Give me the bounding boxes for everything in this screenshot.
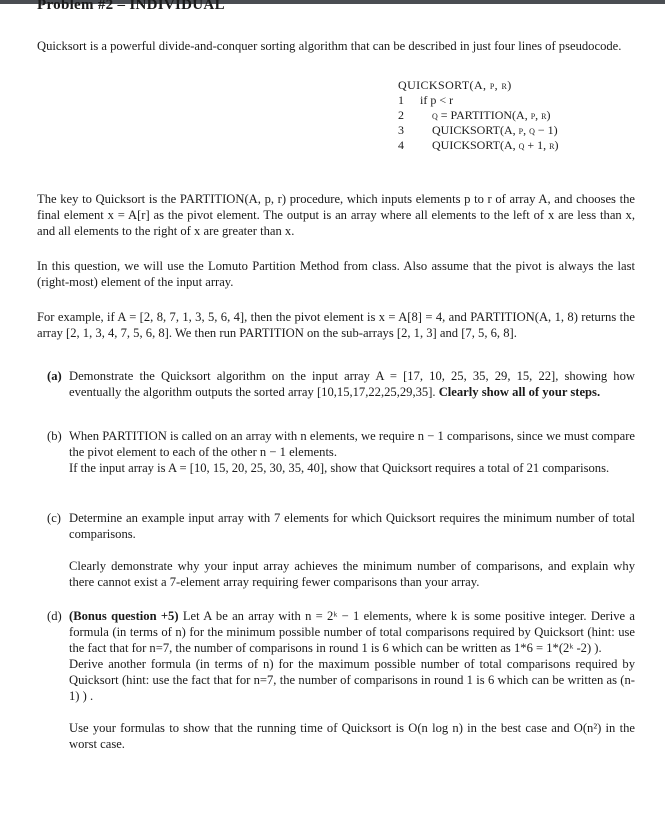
line-number: 2: [398, 108, 404, 122]
problem-title: Problem #2 – INDIVIDUAL: [37, 0, 225, 13]
line-text: q = PARTITION(A, p, r): [420, 108, 551, 122]
question-d-text-3: Use your formulas to show that the running time of Quicksort is O(n log n) in the best case and O(n²) in the worst case.: [69, 721, 635, 751]
line-text: if p < r: [420, 93, 454, 107]
question-b: [47, 428, 635, 476]
question-d-text-2: Derive another formula (in terms of n) for the maximum possible number of total comparisons required by Quicksort (hint: use the fact that for n=7, the number of comparisons in round 1 is 6 which can be written as (n-1) ) .: [69, 657, 635, 703]
pseudocode-block: [398, 78, 559, 153]
question-b-text-2: If the input array is A = [10, 15, 20, 25, 30, 35, 40], show that Quicksort requires a total of 21 comparisons.: [69, 461, 610, 475]
line-number: 3: [398, 123, 404, 137]
question-b-text-1: When PARTITION is called on an array with n elements, we require n − 1 comparisons, since we must compare the pivot element to each of the other n − 1 elements.: [69, 429, 635, 459]
question-d: [47, 608, 635, 752]
question-label: (a): [47, 369, 62, 383]
question-label: (b): [47, 429, 62, 443]
pseudocode-line: [398, 93, 559, 108]
line-text: QUICKSORT(A, p, q − 1): [420, 123, 558, 137]
question-a: [47, 368, 635, 400]
example-paragraph: For example, if A = [2, 8, 7, 1, 3, 5, 6, 4], then the pivot element is x = A[8] = 4, and PARTITION(A, 1, 8) returns the array [2, 1, 3, 4, 7, 5, 6, 8]. We then run PARTITION on the sub-arrays [2, 1, 3] and [7, 5, 6, 8].: [37, 310, 635, 340]
lomuto-paragraph: In this question, we will use the Lomuto Partition Method from class. Also assume that the pivot is always the last (right-most) element of the input array.: [37, 259, 635, 289]
intro-paragraph: Quicksort is a powerful divide-and-conquer sorting algorithm that can be described in just four lines of pseudocode.: [37, 39, 622, 53]
line-number: 1: [398, 93, 404, 107]
question-label: (c): [47, 511, 61, 525]
pseudocode-header: QUICKSORT(A, p, r): [398, 78, 512, 92]
pseudocode-line: [398, 123, 559, 138]
question-a-emphasis: Clearly show all of your steps.: [438, 385, 601, 399]
bonus-label: (Bonus question +5): [69, 609, 179, 623]
question-c-text-1: Determine an example input array with 7 elements for which Quicksort requires the minimum number of total comparisons.: [69, 511, 635, 541]
partition-paragraph: The key to Quicksort is the PARTITION(A, p, r) procedure, which inputs elements p to r of array A, and chooses the final element x = A[r] as the pivot element. The output is an array where all elements to the left of x are less than x, and all elements to the right of x are greater than x.: [37, 192, 635, 238]
question-label: (d): [47, 609, 62, 623]
question-a-text: Demonstrate the Quicksort algorithm on the input array A = [17, 10, 25, 35, 29, 15, 22], showing how eventually the algorithm outputs the sorted array [10,15,17,22,25,29,35].: [69, 369, 635, 399]
question-c: [47, 510, 635, 590]
line-text: QUICKSORT(A, q + 1, r): [420, 138, 559, 152]
pseudocode-line: [398, 108, 559, 123]
line-number: 4: [398, 138, 404, 152]
question-c-text-2: Clearly demonstrate why your input array achieves the minimum number of comparisons, and explain why there cannot exist a 7-element array requiring fewer comparisons than your array.: [69, 559, 635, 589]
pseudocode-line: [398, 138, 559, 153]
question-d-text-1: Let A be an array with n = 2ᵏ − 1 elements, where k is some positive integer. Derive a formula (in terms of n) for the minimum possible number of total comparisons required by Quicksort (hint: use the fact that for n=7, the number of comparisons in round 1 is 6 which can be written as 1*6 = 1*(2ᵏ -2) ).: [69, 609, 635, 655]
